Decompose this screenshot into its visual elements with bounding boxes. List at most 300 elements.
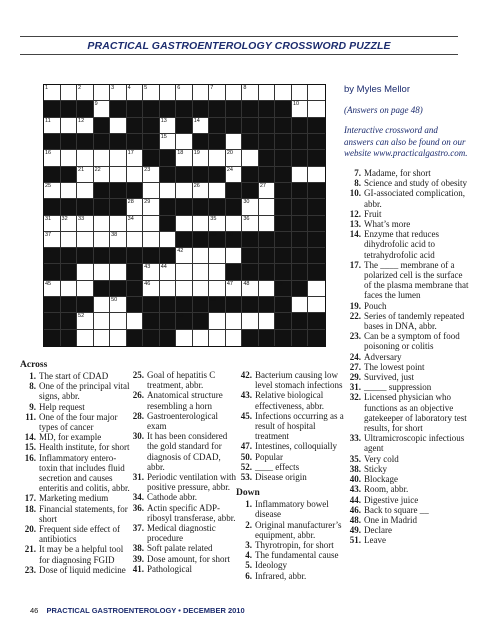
grid-cell-black — [127, 134, 144, 150]
clue-number: 34. — [132, 492, 144, 503]
clue-text: Help request — [39, 401, 85, 412]
grid-cell[interactable] — [77, 264, 94, 280]
grid-cell[interactable] — [176, 264, 193, 280]
grid-cell[interactable] — [127, 216, 144, 232]
clue-text: Anatomical structure resembling a horn — [147, 390, 223, 411]
clue-number: 50. — [240, 451, 252, 462]
grid-cell[interactable] — [61, 183, 78, 199]
across-down-column — [236, 370, 346, 581]
grid-cell[interactable] — [209, 330, 226, 346]
grid-cell-black — [242, 248, 259, 264]
clue-text: Thyrotropin, for short — [255, 540, 334, 551]
grid-cell[interactable] — [110, 150, 127, 166]
grid-cell[interactable] — [292, 167, 309, 183]
grid-cell[interactable] — [94, 85, 111, 101]
page-title: PRACTICAL GASTROENTEROLOGY CROSSWORD PUZZLE — [87, 40, 391, 52]
cell-number: 20 — [226, 150, 233, 157]
grid-cell[interactable] — [193, 264, 210, 280]
grid-cell-black — [160, 167, 177, 183]
across-clue — [128, 492, 238, 502]
grid-cell[interactable] — [209, 183, 226, 199]
grid-cell[interactable] — [110, 297, 127, 313]
cell-number: 51 — [210, 297, 217, 304]
grid-cell[interactable] — [259, 85, 276, 101]
grid-cell[interactable] — [160, 183, 177, 199]
grid-cell[interactable] — [94, 313, 111, 329]
clue-number: 31. — [132, 472, 144, 483]
grid-cell-black — [275, 232, 292, 248]
grid-cell-black — [242, 183, 259, 199]
grid-cell[interactable] — [143, 232, 160, 248]
grid-cell[interactable] — [226, 216, 243, 232]
cell-number: 53 — [177, 313, 184, 320]
down-clue — [345, 168, 470, 178]
down-clue — [345, 188, 470, 208]
grid-cell[interactable] — [193, 281, 210, 297]
down-clue — [236, 571, 346, 581]
grid-cell[interactable] — [110, 313, 127, 329]
grid-cell[interactable] — [77, 281, 94, 297]
grid-cell[interactable] — [226, 134, 243, 150]
grid-cell[interactable] — [127, 85, 144, 101]
cell-number: 44 — [160, 264, 167, 271]
clue-text: Dose of liquid medicine — [39, 564, 126, 575]
cell-number: 37 — [45, 231, 52, 238]
clue-number: 52. — [240, 461, 252, 472]
clue-text: Health institute, for short — [39, 442, 130, 453]
grid-cell[interactable] — [127, 150, 144, 166]
grid-cell[interactable] — [94, 216, 111, 232]
grid-cell[interactable] — [94, 264, 111, 280]
grid-cell-black — [308, 183, 325, 199]
across-clue — [128, 370, 238, 390]
crossword-grid — [43, 84, 326, 347]
down-clue — [345, 219, 470, 229]
cell-number: 17 — [127, 150, 134, 157]
grid-cell-black — [275, 150, 292, 166]
cell-number: 27 — [259, 182, 266, 189]
clue-text: Dose amount, for short — [147, 553, 230, 564]
grid-cell[interactable] — [226, 313, 243, 329]
down-clue — [345, 301, 470, 311]
grid-cell[interactable] — [127, 199, 144, 215]
down-clue — [345, 464, 470, 474]
grid-cell-black — [127, 330, 144, 346]
down-clue — [345, 209, 470, 219]
down-clue — [345, 382, 470, 392]
grid-cell[interactable] — [292, 101, 309, 117]
down-clue — [236, 540, 346, 550]
grid-cell[interactable] — [143, 281, 160, 297]
across-clue — [128, 431, 238, 472]
grid-cell[interactable] — [193, 150, 210, 166]
clue-text: Digestive juice — [364, 494, 419, 505]
grid-cell[interactable] — [292, 297, 309, 313]
grid-cell-black — [176, 167, 193, 183]
clue-number: 30. — [132, 431, 144, 442]
grid-cell[interactable] — [259, 216, 276, 232]
grid-cell-black — [127, 281, 144, 297]
grid-cell[interactable] — [193, 216, 210, 232]
grid-cell[interactable] — [242, 85, 259, 101]
grid-cell[interactable] — [209, 248, 226, 264]
grid-cell[interactable] — [242, 281, 259, 297]
across-header: Across — [20, 360, 48, 370]
grid-cell[interactable] — [44, 150, 61, 166]
grid-cell-black — [292, 313, 309, 329]
clue-number: 8. — [29, 381, 36, 392]
grid-cell[interactable] — [110, 330, 127, 346]
grid-cell-black — [61, 101, 78, 117]
grid-cell[interactable] — [44, 183, 61, 199]
grid-cell[interactable] — [308, 167, 325, 183]
clue-text: ____ effects — [255, 461, 300, 472]
grid-cell[interactable] — [143, 216, 160, 232]
grid-cell[interactable] — [94, 150, 111, 166]
clue-text: Disease origin — [255, 472, 307, 483]
grid-cell[interactable] — [226, 85, 243, 101]
grid-cell[interactable] — [242, 199, 259, 215]
grid-cell[interactable] — [308, 101, 325, 117]
down-clue — [345, 495, 470, 505]
grid-cell-black — [209, 101, 226, 117]
grid-cell[interactable] — [77, 167, 94, 183]
grid-cell-black — [61, 199, 78, 215]
grid-cell[interactable] — [193, 118, 210, 134]
grid-cell[interactable] — [308, 297, 325, 313]
clue-number: 10. — [349, 188, 361, 199]
down-clue — [345, 454, 470, 464]
clue-text: Frequent side effect of antibiotics — [39, 524, 121, 545]
publication-line: PRACTICAL GASTROENTEROLOGY • DECEMBER 2010 — [46, 606, 245, 615]
grid-cell-black — [292, 232, 309, 248]
grid-cell[interactable] — [44, 281, 61, 297]
grid-cell[interactable] — [143, 264, 160, 280]
clue-text: Actin specific ADP-ribosyl transferase, abbr. — [147, 502, 236, 523]
grid-cell[interactable] — [209, 264, 226, 280]
grid-cell-black — [226, 118, 243, 134]
clue-number: 44. — [349, 494, 361, 505]
grid-cell[interactable] — [209, 313, 226, 329]
grid-cell[interactable] — [176, 183, 193, 199]
grid-cell[interactable] — [160, 118, 177, 134]
grid-cell-black — [77, 297, 94, 313]
grid-cell[interactable] — [143, 167, 160, 183]
clue-text: Inflammatory bowel disease — [255, 499, 329, 520]
grid-cell[interactable] — [61, 232, 78, 248]
grid-cell-black — [160, 248, 177, 264]
grid-cell-black — [275, 330, 292, 346]
grid-cell[interactable] — [226, 167, 243, 183]
grid-cell-black — [193, 167, 210, 183]
grid-cell-black — [143, 118, 160, 134]
grid-cell-black — [226, 297, 243, 313]
clue-number: 23. — [349, 331, 361, 342]
across-clue — [20, 504, 130, 524]
clue-number: 45. — [240, 410, 252, 421]
grid-cell[interactable] — [127, 167, 144, 183]
clue-text: Bacterium causing low level stomach infections — [255, 370, 343, 391]
clue-number: 19. — [349, 300, 361, 311]
grid-cell-black — [275, 313, 292, 329]
clue-number: 26. — [132, 390, 144, 401]
clue-number: 3. — [245, 540, 252, 551]
grid-cell[interactable] — [94, 101, 111, 117]
clue-text: Pathological — [147, 563, 192, 574]
clue-number: 32. — [349, 392, 361, 403]
grid-cell-black — [77, 199, 94, 215]
grid-cell[interactable] — [176, 330, 193, 346]
grid-cell[interactable] — [127, 232, 144, 248]
clue-text: Can be a symptom of food poisoning or colitis — [364, 331, 460, 352]
clue-number: 9. — [29, 401, 36, 412]
across-clue — [20, 565, 130, 575]
grid-cell-black — [127, 248, 144, 264]
grid-cell[interactable] — [242, 313, 259, 329]
grid-cell[interactable] — [308, 85, 325, 101]
grid-cell-black — [308, 264, 325, 280]
grid-cell[interactable] — [44, 216, 61, 232]
grid-cell-black — [143, 313, 160, 329]
down-clue — [236, 550, 346, 560]
grid-cell[interactable] — [226, 330, 243, 346]
across-clue — [128, 523, 238, 543]
across-clue — [128, 554, 238, 564]
grid-cell[interactable] — [61, 216, 78, 232]
grid-cell[interactable] — [77, 313, 94, 329]
grid-cell[interactable] — [242, 150, 259, 166]
grid-cell-black — [259, 232, 276, 248]
grid-cell[interactable] — [193, 248, 210, 264]
grid-cell[interactable] — [110, 232, 127, 248]
clue-text: Inflammatory entero-toxin that includes fluid secretion and causes enteritis and colitis, abbr. — [39, 452, 130, 494]
grid-cell-black — [259, 264, 276, 280]
grid-cell-black — [77, 134, 94, 150]
cell-number: 12 — [78, 117, 85, 124]
clue-number: 7. — [354, 168, 361, 178]
down-clue — [345, 362, 470, 372]
grid-cell[interactable] — [226, 248, 243, 264]
clue-text: GI-associated complication, abbr. — [364, 188, 465, 209]
down-clue — [345, 331, 470, 351]
top-rule — [20, 36, 458, 37]
grid-cell-black — [193, 199, 210, 215]
grid-cell[interactable] — [259, 199, 276, 215]
down-clue — [345, 372, 470, 382]
grid-cell[interactable] — [94, 330, 111, 346]
cell-number: 36 — [243, 215, 250, 222]
grid-cell[interactable] — [193, 85, 210, 101]
cell-number: 25 — [45, 182, 52, 189]
cell-number: 9 — [94, 101, 98, 108]
grid-cell[interactable] — [44, 118, 61, 134]
grid-cell[interactable] — [193, 330, 210, 346]
clue-number: 18. — [24, 503, 36, 514]
grid-cell[interactable] — [110, 167, 127, 183]
grid-cell-black — [160, 297, 177, 313]
clue-number: 39. — [132, 553, 144, 564]
clue-number: 43. — [240, 390, 252, 401]
grid-cell[interactable] — [94, 297, 111, 313]
grid-cell-black — [176, 313, 193, 329]
grid-cell[interactable] — [77, 216, 94, 232]
clue-text: It has been considered the gold standard for diagnosis of CDAD, abbr. — [147, 431, 228, 472]
clue-text: Pouch — [364, 300, 387, 311]
across-clue — [236, 411, 346, 442]
clue-text: Ideology — [255, 560, 287, 571]
grid-cell[interactable] — [193, 183, 210, 199]
cell-number: 21 — [78, 166, 85, 173]
grid-cell[interactable] — [61, 150, 78, 166]
grid-cell[interactable] — [77, 85, 94, 101]
grid-cell-black — [61, 264, 78, 280]
grid-cell-black — [275, 118, 292, 134]
grid-cell[interactable] — [176, 85, 193, 101]
grid-cell-black — [160, 150, 177, 166]
down-clue — [345, 392, 470, 433]
grid-cell[interactable] — [44, 85, 61, 101]
grid-cell-black — [127, 183, 144, 199]
grid-cell[interactable] — [127, 313, 144, 329]
grid-cell[interactable] — [275, 85, 292, 101]
clue-number: 2. — [245, 519, 252, 530]
clue-number: 49. — [349, 525, 361, 536]
grid-cell[interactable] — [110, 85, 127, 101]
clue-number: 31. — [349, 382, 361, 393]
grid-cell[interactable] — [292, 85, 309, 101]
cell-number: 18 — [177, 150, 184, 157]
grid-cell[interactable] — [226, 281, 243, 297]
across-clue — [20, 453, 130, 494]
grid-cell[interactable] — [209, 85, 226, 101]
grid-cell-black — [61, 313, 78, 329]
across-clue — [128, 411, 238, 431]
clue-text: Relative biological effectiveness, abbr. — [255, 390, 325, 411]
grid-cell-black — [292, 216, 309, 232]
down-clue — [345, 433, 470, 453]
grid-cell[interactable] — [61, 118, 78, 134]
grid-cell[interactable] — [77, 330, 94, 346]
grid-cell[interactable] — [176, 248, 193, 264]
clue-number: 51. — [349, 535, 361, 546]
cell-number: 28 — [127, 199, 134, 206]
grid-cell[interactable] — [176, 134, 193, 150]
grid-cell[interactable] — [77, 118, 94, 134]
across-clue — [128, 543, 238, 553]
grid-cell-black — [308, 232, 325, 248]
grid-cell-black — [275, 199, 292, 215]
grid-cell[interactable] — [94, 167, 111, 183]
grid-cell[interactable] — [242, 216, 259, 232]
clue-number: 38. — [349, 463, 361, 474]
grid-cell[interactable] — [77, 232, 94, 248]
grid-cell[interactable] — [259, 281, 276, 297]
grid-cell-black — [242, 101, 259, 117]
grid-cell[interactable] — [77, 183, 94, 199]
grid-cell-black — [259, 297, 276, 313]
grid-cell[interactable] — [176, 281, 193, 297]
clue-number: 40. — [349, 474, 361, 485]
grid-cell-black — [292, 183, 309, 199]
clue-number: 38. — [132, 543, 144, 554]
grid-cell[interactable] — [160, 85, 177, 101]
grid-cell[interactable] — [308, 281, 325, 297]
grid-cell[interactable] — [44, 232, 61, 248]
clue-text: Infrared, abbr. — [255, 570, 307, 581]
clue-number: 4. — [245, 550, 252, 561]
clue-number: 35. — [349, 453, 361, 464]
clue-text: Room, abbr. — [364, 484, 409, 495]
grid-cell[interactable] — [143, 85, 160, 101]
grid-cell[interactable] — [226, 150, 243, 166]
grid-cell-black — [308, 134, 325, 150]
grid-cell[interactable] — [160, 264, 177, 280]
grid-cell[interactable] — [160, 232, 177, 248]
across-clue — [128, 390, 238, 410]
answers-note: (Answers on page 48) — [344, 105, 423, 115]
across-clue — [236, 441, 346, 451]
cell-number: 33 — [78, 215, 85, 222]
down-clue — [345, 352, 470, 362]
grid-cell[interactable] — [160, 281, 177, 297]
grid-cell[interactable] — [94, 232, 111, 248]
grid-cell[interactable] — [259, 183, 276, 199]
cell-number: 40 — [226, 231, 233, 238]
cell-number: 52 — [78, 313, 85, 320]
clue-number: 17. — [24, 493, 36, 504]
clue-number: 53. — [240, 472, 252, 483]
grid-cell[interactable] — [160, 134, 177, 150]
grid-cell-black — [160, 330, 177, 346]
clue-text: Financial statements, for short — [39, 503, 128, 524]
cell-number: 11 — [45, 117, 51, 124]
grid-cell-black — [193, 134, 210, 150]
grid-cell-black — [275, 101, 292, 117]
grid-cell-black — [127, 118, 144, 134]
grid-cell[interactable] — [77, 150, 94, 166]
grid-cell[interactable] — [209, 150, 226, 166]
grid-cell[interactable] — [61, 85, 78, 101]
grid-cell-black — [275, 297, 292, 313]
grid-cell[interactable] — [176, 150, 193, 166]
grid-cell[interactable] — [209, 216, 226, 232]
clue-number: 42. — [240, 370, 252, 380]
down-clue — [345, 505, 470, 515]
author-panel — [344, 84, 468, 160]
grid-cell[interactable] — [209, 281, 226, 297]
down-clue — [345, 311, 470, 331]
clue-text: Soft palate related — [147, 543, 213, 554]
grid-cell[interactable] — [176, 216, 193, 232]
grid-cell-black — [259, 118, 276, 134]
grid-cell-black — [44, 167, 61, 183]
grid-cell[interactable] — [61, 281, 78, 297]
grid-cell-black — [44, 297, 61, 313]
grid-cell-black — [176, 232, 193, 248]
grid-cell[interactable] — [143, 183, 160, 199]
grid-cell-black — [242, 264, 259, 280]
grid-cell-black — [176, 297, 193, 313]
grid-cell[interactable] — [259, 313, 276, 329]
grid-cell[interactable] — [110, 118, 127, 134]
grid-cell-black — [160, 101, 177, 117]
cell-number: 14 — [193, 117, 200, 124]
clue-number: 14. — [349, 229, 361, 240]
clue-text: What’s more — [364, 219, 411, 230]
grid-cell[interactable] — [110, 264, 127, 280]
grid-cell[interactable] — [143, 199, 160, 215]
grid-cell[interactable] — [110, 216, 127, 232]
